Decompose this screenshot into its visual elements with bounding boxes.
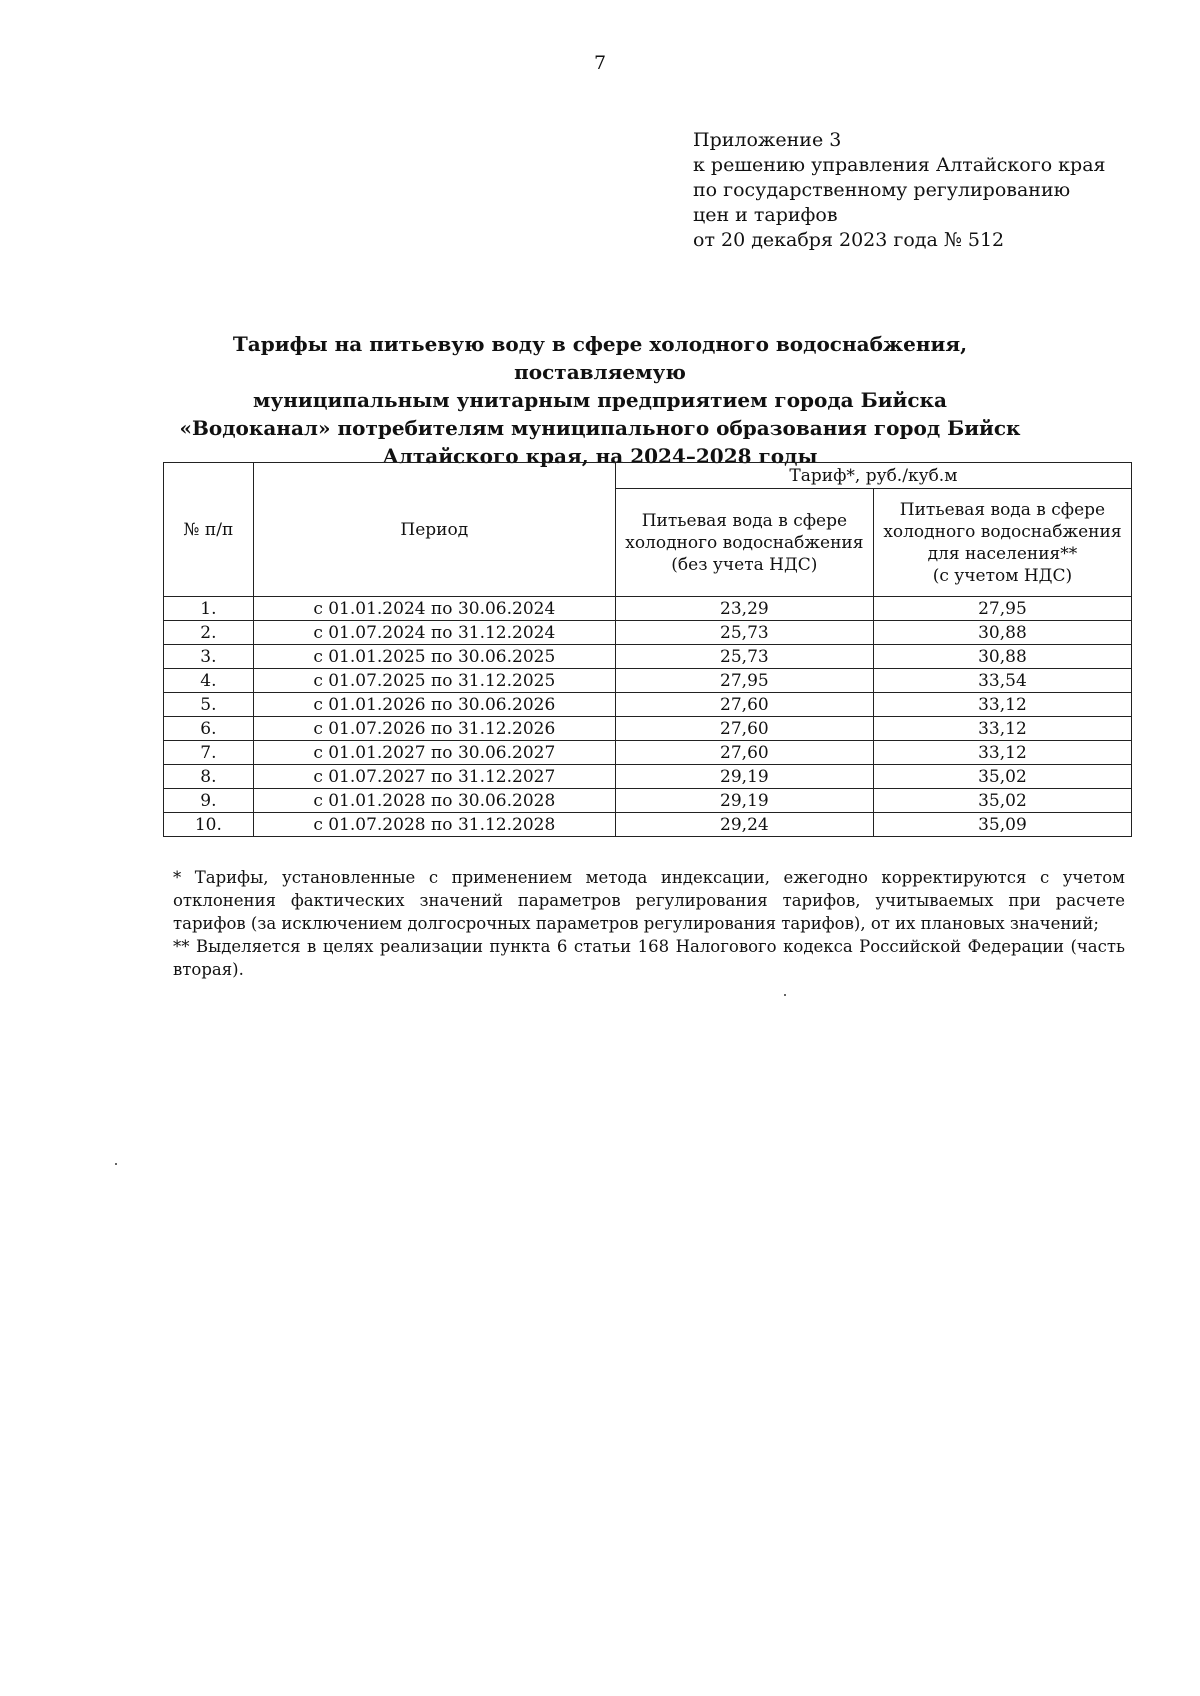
table-row: [164, 741, 1132, 765]
cell-tariff-b: 33,54: [873, 669, 1131, 693]
cell-num: 10.: [164, 813, 254, 837]
header-col-a-line: Питьевая вода в сфере: [641, 510, 848, 531]
cell-tariff-a: 27,60: [615, 693, 873, 717]
cell-num: 1.: [164, 597, 254, 621]
appendix-line: цен и тарифов: [693, 204, 838, 226]
cell-tariff-b: 27,95: [873, 597, 1131, 621]
header-col-b-line: (с учетом НДС): [932, 565, 1073, 586]
cell-num: 3.: [164, 645, 254, 669]
header-tariff-group: Тариф*, руб./куб.м: [615, 463, 1131, 489]
title-line: муниципальным унитарным предприятием города Бийска: [253, 388, 947, 412]
header-num: № п/п: [164, 463, 254, 597]
cell-tariff-b: 35,02: [873, 789, 1131, 813]
cell-tariff-a: 27,95: [615, 669, 873, 693]
cell-tariff-b: 33,12: [873, 717, 1131, 741]
tariff-table: [163, 462, 1132, 837]
cell-period: с 01.01.2025 по 30.06.2025: [253, 645, 615, 669]
cell-num: 5.: [164, 693, 254, 717]
footnote-2: ** Выделяется в целях реализации пункта 6 статьи 168 Налогового кодекса Российской Федерации (часть вторая).: [173, 937, 1125, 979]
cell-num: 9.: [164, 789, 254, 813]
cell-tariff-a: 29,19: [615, 765, 873, 789]
cell-num: 6.: [164, 717, 254, 741]
cell-tariff-b: 33,12: [873, 741, 1131, 765]
cell-tariff-a: 29,19: [615, 789, 873, 813]
cell-num: 4.: [164, 669, 254, 693]
header-period: Период: [253, 463, 615, 597]
header-col-a-line: (без учета НДС): [671, 554, 818, 575]
footnote-1: * Тарифы, установленные с применением метода индексации, ежегодно корректируются с учетом отклонения фактических значений параметров регулирования тарифов, учитываемых при расчете тарифов (за исключением долгосрочных параметров регулирования тарифов), от их плановых значений;: [173, 868, 1125, 933]
document-title: [150, 330, 1050, 470]
cell-tariff-a: 23,29: [615, 597, 873, 621]
cell-period: с 01.07.2028 по 31.12.2028: [253, 813, 615, 837]
footnotes: [173, 866, 1125, 981]
cell-num: 8.: [164, 765, 254, 789]
appendix-line: к решению управления Алтайского края: [693, 154, 1106, 176]
table-row: [164, 621, 1132, 645]
cell-period: с 01.07.2026 по 31.12.2026: [253, 717, 615, 741]
appendix-line: от 20 декабря 2023 года № 512: [693, 229, 1005, 251]
cell-num: 7.: [164, 741, 254, 765]
appendix-header: [693, 128, 1106, 253]
cell-tariff-a: 27,60: [615, 741, 873, 765]
cell-period: с 01.01.2027 по 30.06.2027: [253, 741, 615, 765]
cell-tariff-b: 33,12: [873, 693, 1131, 717]
scan-speck: [115, 1163, 117, 1165]
cell-tariff-a: 27,60: [615, 717, 873, 741]
table-row: [164, 789, 1132, 813]
table-row: [164, 693, 1132, 717]
table-row: [164, 813, 1132, 837]
appendix-line: по государственному регулированию: [693, 179, 1071, 201]
table-row: [164, 765, 1132, 789]
table-row: [164, 669, 1132, 693]
header-col-a: [615, 489, 873, 597]
cell-tariff-b: 30,88: [873, 645, 1131, 669]
cell-tariff-b: 35,02: [873, 765, 1131, 789]
cell-period: с 01.07.2027 по 31.12.2027: [253, 765, 615, 789]
cell-period: с 01.07.2024 по 31.12.2024: [253, 621, 615, 645]
header-col-b-line: Питьевая вода в сфере: [899, 499, 1106, 520]
cell-period: с 01.01.2028 по 30.06.2028: [253, 789, 615, 813]
cell-period: с 01.01.2024 по 30.06.2024: [253, 597, 615, 621]
header-col-b-line: для населения**: [927, 543, 1078, 564]
table-row: [164, 597, 1132, 621]
cell-tariff-b: 35,09: [873, 813, 1131, 837]
cell-tariff-a: 29,24: [615, 813, 873, 837]
table-row: [164, 717, 1132, 741]
header-col-a-line: холодного водоснабжения: [625, 532, 864, 553]
cell-num: 2.: [164, 621, 254, 645]
scan-speck: [784, 994, 786, 996]
cell-tariff-a: 25,73: [615, 621, 873, 645]
cell-tariff-b: 30,88: [873, 621, 1131, 645]
cell-period: с 01.07.2025 по 31.12.2025: [253, 669, 615, 693]
title-line: «Водоканал» потребителям муниципального образования город Бийск: [179, 416, 1021, 440]
cell-period: с 01.01.2026 по 30.06.2026: [253, 693, 615, 717]
cell-tariff-a: 25,73: [615, 645, 873, 669]
title-line: Тарифы на питьевую воду в сфере холодного водоснабжения, поставляемую: [232, 332, 968, 384]
header-col-b-line: холодного водоснабжения: [883, 521, 1122, 542]
page-number: 7: [593, 52, 607, 74]
table-row: [164, 645, 1132, 669]
appendix-line: Приложение 3: [693, 129, 842, 151]
header-col-b: [873, 489, 1131, 597]
title-line: Алтайского края, на 2024–2028 годы: [382, 444, 818, 468]
